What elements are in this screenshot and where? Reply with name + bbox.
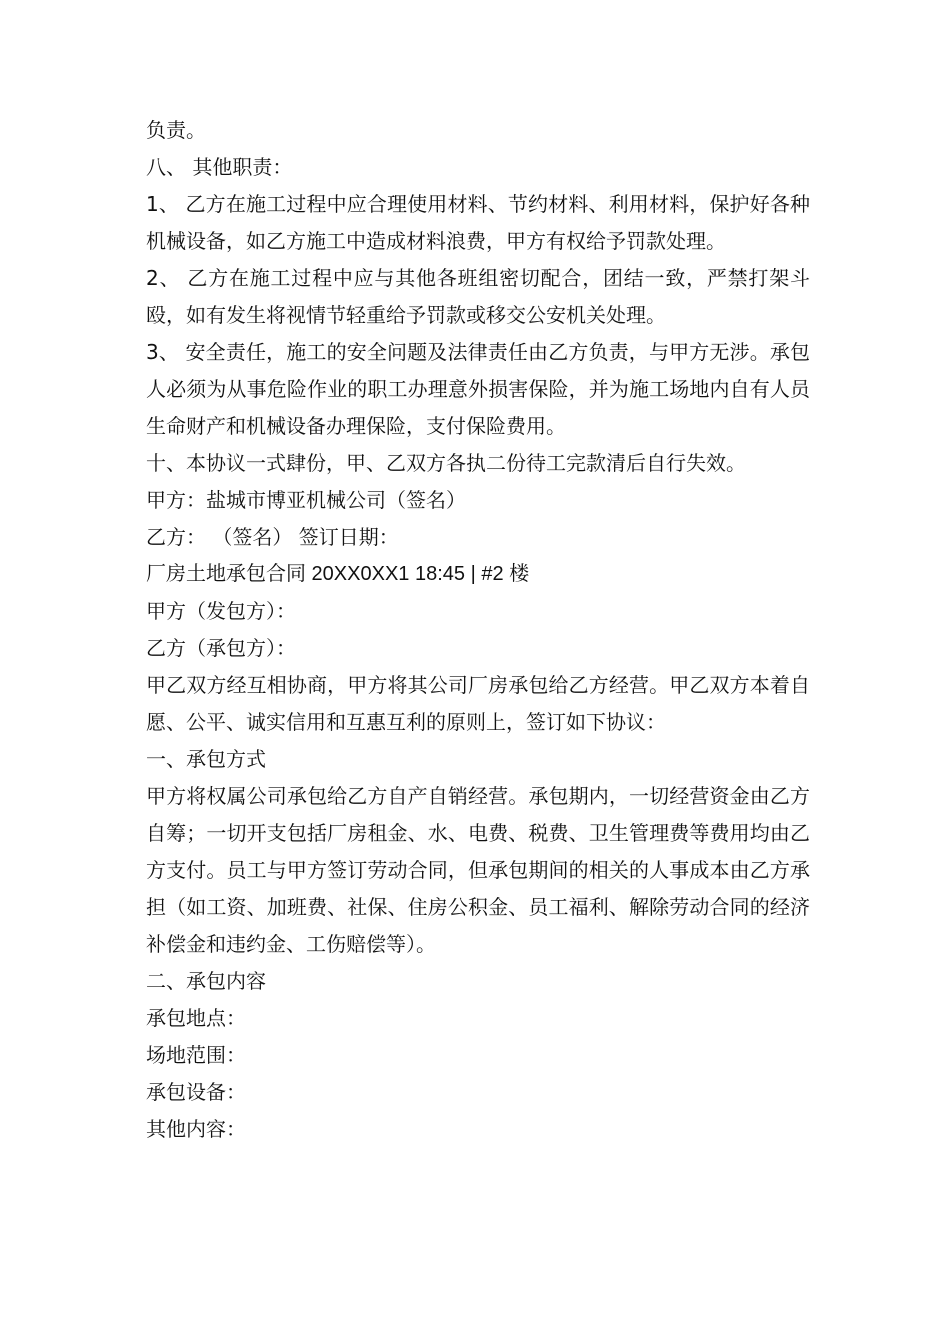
field-equipment: 承包设备： bbox=[146, 1080, 246, 1104]
party-a-employer: 甲方（发包方）： bbox=[146, 599, 296, 623]
heading-other-duties: 八、 其他职责： bbox=[146, 155, 293, 179]
paragraph-responsibility-end: 负责。 bbox=[146, 118, 206, 142]
party-b-signature-date: 乙方： （签名） 签订日期： bbox=[146, 525, 399, 549]
clause-3-safety: 3、 安全责任，施工的安全问题及法律责任由乙方负责，与甲方无涉。承包人必须为从事危险作业的职工办理意外损害保险，并为施工场地内自有人员生命财产和机械设备办理保险，支付保险费用。 bbox=[146, 340, 810, 438]
contract-method-body: 甲方将权属公司承包给乙方自产自销经营。承包期内，一切经营资金由乙方自筹；一切开支包括厂房租金、水、电费、税费、卫生管理费等费用均由乙方支付。员工与甲方签订劳动合同，但承包期间的相关的人事成本由乙方承担（如工资、加班费、社保、住房公积金、员工福利、解除劳动合同的经济补偿金和违约金、工伤赔偿等）。 bbox=[146, 784, 810, 956]
contract-title-line: 厂房土地承包合同 20XX0XX1 18:45 | #2 楼 bbox=[146, 563, 530, 585]
field-location: 承包地点： bbox=[146, 1006, 246, 1030]
party-a-signature: 甲方：盐城市博亚机械公司（签名） bbox=[146, 488, 466, 512]
heading-contract-content: 二、承包内容 bbox=[146, 969, 266, 993]
field-site-scope: 场地范围： bbox=[146, 1043, 246, 1067]
clause-1-materials: 1、 乙方在施工过程中应合理使用材料、节约材料、利用材料，保护好各种机械设备，如乙方施工中造成材料浪费，甲方有权给予罚款处理。 bbox=[146, 192, 810, 253]
clause-10-copies: 十、本协议一式肆份，甲、乙双方各执二份待工完款清后自行失效。 bbox=[146, 451, 746, 475]
clause-2-cooperation: 2、 乙方在施工过程中应与其他各班组密切配合，团结一致，严禁打架斗殴，如有发生将视情节轻重给予罚款或移交公安机关处理。 bbox=[146, 266, 810, 327]
document-page bbox=[146, 112, 810, 1148]
field-other-content: 其他内容： bbox=[146, 1117, 246, 1141]
party-b-contractor: 乙方（承包方）： bbox=[146, 636, 296, 660]
heading-contract-method: 一、承包方式 bbox=[146, 747, 266, 771]
agreement-preamble: 甲乙双方经互相协商，甲方将其公司厂房承包给乙方经营。甲乙双方本着自愿、公平、诚实信用和互惠互利的原则上，签订如下协议： bbox=[146, 673, 810, 734]
